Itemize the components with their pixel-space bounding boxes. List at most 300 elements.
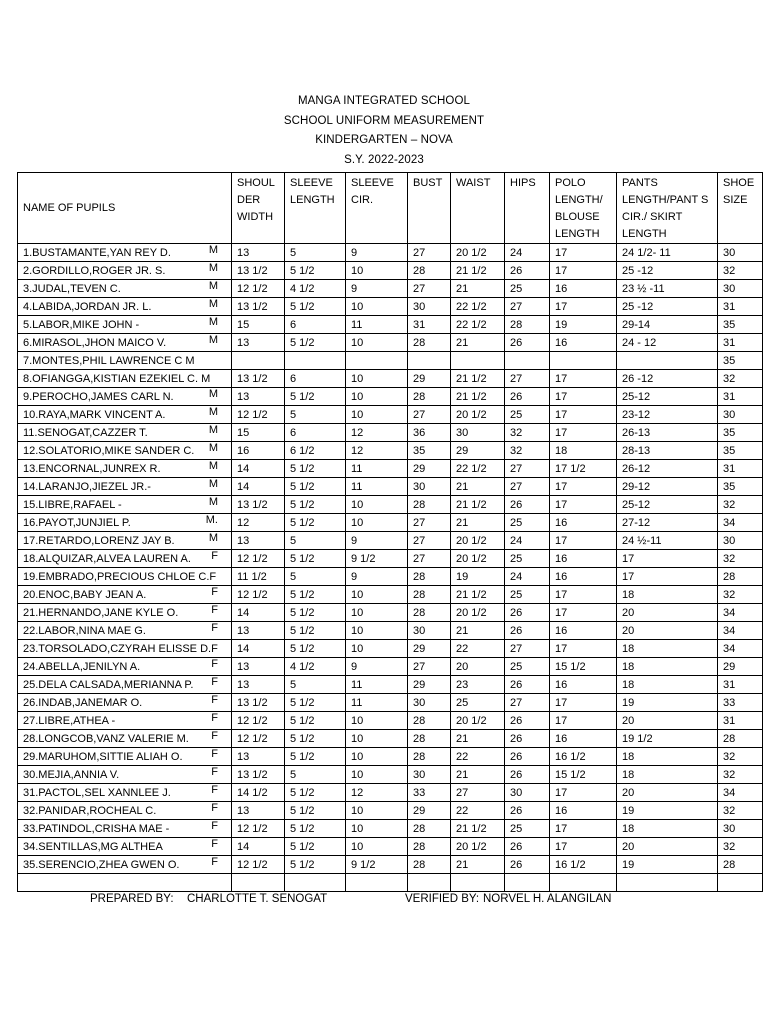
measurement-cell: 12 1/2 — [232, 856, 285, 874]
table-row — [18, 352, 763, 370]
measurement-cell: 24 ½-11 — [617, 532, 718, 550]
measurement-cell: 20 1/2 — [451, 604, 505, 622]
measurement-cell: 10 — [346, 802, 408, 820]
measurement-cell: 27 — [451, 784, 505, 802]
measurement-cell: 27 — [408, 280, 451, 298]
column-header: HIPS — [505, 173, 550, 244]
measurement-cell: 21 — [451, 334, 505, 352]
measurement-cell: 13 — [232, 658, 285, 676]
pupil-name: 21.HERNANDO,JANE KYLE O. — [23, 606, 179, 619]
measurement-cell: 17 — [550, 478, 617, 496]
pupil-name: 2.GORDILLO,ROGER JR. S. — [23, 264, 166, 277]
measurement-cell: 5 — [285, 676, 346, 694]
measurement-cell: 28 — [408, 586, 451, 604]
measurement-cell: 28 — [408, 604, 451, 622]
measurement-cell: 18 — [550, 442, 617, 460]
measurement-cell: 16 1/2 — [550, 856, 617, 874]
measurement-cell: 13 — [232, 802, 285, 820]
table-body — [18, 244, 763, 892]
measurement-cell: 17 — [550, 424, 617, 442]
measurement-cell: 17 — [550, 694, 617, 712]
measurement-cell: 27 — [505, 370, 550, 388]
signature-footer — [90, 893, 710, 953]
measurement-cell: 26 — [505, 676, 550, 694]
measurement-cell: 26 — [505, 604, 550, 622]
pupil-name-cell — [18, 802, 232, 820]
measurement-cell: 35 — [408, 442, 451, 460]
measurement-cell: 14 — [232, 460, 285, 478]
pupil-name-cell — [18, 730, 232, 748]
measurement-cell: 10 — [346, 820, 408, 838]
measurement-cell — [346, 874, 408, 892]
measurement-cell: 24 - 12 — [617, 334, 718, 352]
table-row — [18, 838, 763, 856]
measurement-cell: 13 1/2 — [232, 694, 285, 712]
measurement-cell: 27 — [408, 514, 451, 532]
measurement-cell: 10 — [346, 496, 408, 514]
measurement-cell: 27 — [408, 532, 451, 550]
measurement-cell: 26 -12 — [617, 370, 718, 388]
measurement-cell: 14 1/2 — [232, 784, 285, 802]
pupil-sex: M — [208, 496, 218, 508]
measurement-cell: 26 — [505, 496, 550, 514]
measurement-cell: 29-12 — [617, 478, 718, 496]
pupil-sex: M — [208, 280, 218, 292]
measurement-cell: 32 — [718, 838, 763, 856]
measurement-cell: 20 — [617, 622, 718, 640]
measurement-cell: 25 -12 — [617, 298, 718, 316]
measurement-cell: 19 — [550, 316, 617, 334]
measurement-cell: 20 — [617, 838, 718, 856]
measurement-cell: 28 — [408, 262, 451, 280]
table-row — [18, 424, 763, 442]
table-row — [18, 676, 763, 694]
measurement-cell: 9 — [346, 658, 408, 676]
pupil-sex: M — [208, 424, 218, 436]
measurement-cell: 16 1/2 — [550, 748, 617, 766]
column-header: WAIST — [451, 173, 505, 244]
measurement-cell: 21 1/2 — [451, 388, 505, 406]
pupil-sex: F — [211, 550, 218, 562]
measurement-cell: 28 — [718, 568, 763, 586]
measurement-cell: 15 1/2 — [550, 766, 617, 784]
column-header: NAME OF PUPILS — [18, 173, 232, 244]
measurement-cell: 19 — [617, 856, 718, 874]
measurement-cell: 35 — [718, 352, 763, 370]
measurement-cell: 25 — [505, 406, 550, 424]
pupil-sex: M. — [205, 514, 218, 526]
pupil-sex: M — [208, 316, 218, 328]
table-row — [18, 388, 763, 406]
pupil-name: 25.DELA CALSADA,MERIANNA P. — [23, 678, 194, 691]
measurement-cell: 30 — [718, 406, 763, 424]
measurement-cell: 10 — [346, 298, 408, 316]
measurement-cell: 10 — [346, 748, 408, 766]
pupil-name-cell — [18, 460, 232, 478]
measurement-table — [17, 172, 763, 892]
measurement-cell: 13 — [232, 334, 285, 352]
measurement-cell — [285, 352, 346, 370]
table-row — [18, 280, 763, 298]
measurement-cell: 9 — [346, 244, 408, 262]
pupil-name: 29.MARUHOM,SITTIE ALIAH O. — [23, 750, 183, 763]
measurement-cell: 10 — [346, 766, 408, 784]
measurement-cell: 10 — [346, 730, 408, 748]
pupil-sex: M — [208, 388, 218, 400]
measurement-cell: 12 — [346, 784, 408, 802]
pupil-sex: M — [208, 244, 218, 256]
measurement-cell: 5 1/2 — [285, 820, 346, 838]
measurement-cell: 10 — [346, 406, 408, 424]
measurement-cell: 24 — [505, 244, 550, 262]
measurement-cell: 17 — [550, 586, 617, 604]
measurement-cell: 25 — [451, 694, 505, 712]
measurement-cell: 30 — [718, 820, 763, 838]
measurement-cell: 32 — [505, 424, 550, 442]
pupil-sex: M — [208, 406, 218, 418]
table-row — [18, 766, 763, 784]
measurement-cell: 5 1/2 — [285, 838, 346, 856]
measurement-cell: 26 — [505, 262, 550, 280]
measurement-cell: 17 — [550, 640, 617, 658]
measurement-cell: 30 — [408, 694, 451, 712]
measurement-cell: 26 — [505, 802, 550, 820]
measurement-cell: 28 — [408, 730, 451, 748]
prepared-by-label: PREPARED BY: — [90, 893, 174, 905]
measurement-cell: 17 — [550, 532, 617, 550]
column-header: SHOUL DER WIDTH — [232, 173, 285, 244]
measurement-cell: 27 — [505, 298, 550, 316]
table-row — [18, 874, 763, 892]
measurement-cell: 20 1/2 — [451, 244, 505, 262]
pupil-name-cell — [18, 388, 232, 406]
measurement-cell — [617, 874, 718, 892]
measurement-cell: 34 — [718, 604, 763, 622]
pupil-name: 34.SENTILLAS,MG ALTHEA — [23, 840, 163, 853]
measurement-cell: 32 — [718, 496, 763, 514]
pupil-name-cell — [18, 280, 232, 298]
verified-by-name: NORVEL H. ALANGILAN — [483, 893, 612, 905]
pupil-sex: F — [211, 604, 218, 616]
measurement-cell: 30 — [505, 784, 550, 802]
pupil-sex: M — [208, 262, 218, 274]
measurement-cell: 10 — [346, 586, 408, 604]
measurement-cell: 27 — [408, 658, 451, 676]
measurement-cell: 10 — [346, 334, 408, 352]
measurement-cell: 10 — [346, 838, 408, 856]
pupil-name: 31.PACTOL,SEL XANNLEE J. — [23, 786, 171, 799]
measurement-cell: 25-12 — [617, 496, 718, 514]
measurement-cell: 26 — [505, 856, 550, 874]
measurement-cell: 19 — [617, 694, 718, 712]
measurement-cell: 17 — [550, 388, 617, 406]
measurement-cell: 6 — [285, 316, 346, 334]
measurement-cell: 25-12 — [617, 388, 718, 406]
measurement-cell: 33 — [408, 784, 451, 802]
measurement-cell: 31 — [718, 388, 763, 406]
pupil-name-cell — [18, 694, 232, 712]
measurement-cell: 20 1/2 — [451, 550, 505, 568]
measurement-cell: 9 1/2 — [346, 856, 408, 874]
measurement-cell: 26 — [505, 712, 550, 730]
table-row — [18, 784, 763, 802]
pupil-name: 15.LIBRE,RAFAEL - — [23, 498, 122, 511]
measurement-cell: 29 — [408, 370, 451, 388]
measurement-cell: 27 — [505, 478, 550, 496]
measurement-cell: 31 — [718, 712, 763, 730]
measurement-cell: 10 — [346, 622, 408, 640]
measurement-cell — [550, 874, 617, 892]
measurement-cell: 36 — [408, 424, 451, 442]
measurement-cell: 15 1/2 — [550, 658, 617, 676]
measurement-cell: 5 1/2 — [285, 712, 346, 730]
measurement-cell: 28 — [408, 496, 451, 514]
measurement-cell: 13 1/2 — [232, 766, 285, 784]
measurement-cell: 35 — [718, 442, 763, 460]
measurement-cell: 16 — [550, 514, 617, 532]
pupil-name-cell — [18, 478, 232, 496]
table-row — [18, 460, 763, 478]
measurement-cell: 25 — [505, 514, 550, 532]
table-row — [18, 730, 763, 748]
measurement-cell: 4 1/2 — [285, 658, 346, 676]
measurement-cell: 27 — [505, 694, 550, 712]
pupil-name-cell — [18, 532, 232, 550]
measurement-cell: 5 1/2 — [285, 262, 346, 280]
pupil-name-cell — [18, 262, 232, 280]
table-row — [18, 334, 763, 352]
measurement-cell: 14 — [232, 478, 285, 496]
measurement-cell: 17 — [550, 262, 617, 280]
measurement-cell: 19 — [617, 802, 718, 820]
measurement-cell: 20 1/2 — [451, 838, 505, 856]
measurement-cell: 5 1/2 — [285, 514, 346, 532]
pupil-name-cell — [18, 748, 232, 766]
measurement-cell — [617, 352, 718, 370]
measurement-cell: 27 — [505, 640, 550, 658]
measurement-cell — [285, 874, 346, 892]
measurement-cell: 16 — [550, 676, 617, 694]
pupil-name: 11.SENOGAT,CAZZER T. — [23, 426, 148, 439]
measurement-cell: 14 — [232, 838, 285, 856]
pupil-name: 22.LABOR,NINA MAE G. — [23, 624, 146, 637]
measurement-cell: 22 1/2 — [451, 316, 505, 334]
measurement-cell: 26 — [505, 766, 550, 784]
measurement-cell: 6 — [285, 424, 346, 442]
measurement-cell: 5 1/2 — [285, 586, 346, 604]
pupil-sex: F — [211, 622, 218, 634]
measurement-cell: 9 — [346, 568, 408, 586]
column-header: BUST — [408, 173, 451, 244]
measurement-cell: 28 — [408, 568, 451, 586]
pupil-name: 12.SOLATORIO,MIKE SANDER C. — [23, 444, 195, 457]
verified-by-label: VERIFIED BY: — [405, 893, 480, 905]
measurement-cell: 25 — [505, 280, 550, 298]
measurement-cell: 20 — [617, 604, 718, 622]
measurement-cell — [550, 352, 617, 370]
measurement-cell: 26 — [505, 730, 550, 748]
pupil-name-cell — [18, 586, 232, 604]
measurement-cell: 11 — [346, 676, 408, 694]
measurement-cell: 5 1/2 — [285, 604, 346, 622]
measurement-cell: 24 — [505, 532, 550, 550]
measurement-cell: 16 — [550, 802, 617, 820]
measurement-cell: 27 — [408, 550, 451, 568]
pupil-name: 19.EMBRADO,PRECIOUS CHLOE C.F — [23, 570, 217, 583]
measurement-cell: 10 — [346, 388, 408, 406]
school-year: S.Y. 2022-2023 — [344, 153, 424, 166]
measurement-cell: 5 1/2 — [285, 694, 346, 712]
measurement-cell: 5 1/2 — [285, 460, 346, 478]
measurement-cell: 25 — [505, 820, 550, 838]
measurement-cell: 17 — [617, 550, 718, 568]
measurement-cell: 26 — [505, 838, 550, 856]
table-row — [18, 856, 763, 874]
measurement-cell: 5 1/2 — [285, 730, 346, 748]
pupil-name: 27.LIBRE,ATHEA - — [23, 714, 116, 727]
measurement-cell: 5 1/2 — [285, 622, 346, 640]
measurement-cell: 32 — [718, 370, 763, 388]
measurement-cell: 20 — [617, 712, 718, 730]
measurement-cell — [232, 352, 285, 370]
pupil-name: 8.OFIANGGA,KISTIAN EZEKIEL C. M — [23, 372, 211, 385]
measurement-cell: 5 1/2 — [285, 496, 346, 514]
measurement-cell: 17 — [550, 838, 617, 856]
measurement-cell: 30 — [408, 766, 451, 784]
measurement-cell: 21 1/2 — [451, 586, 505, 604]
pupil-name: 6.MIRASOL,JHON MAICO V. — [23, 336, 167, 349]
measurement-cell: 5 — [285, 532, 346, 550]
measurement-cell: 15 — [232, 424, 285, 442]
pupil-sex: F — [211, 676, 218, 688]
measurement-cell: 13 1/2 — [232, 262, 285, 280]
table-row — [18, 622, 763, 640]
measurement-cell: 13 — [232, 622, 285, 640]
measurement-cell: 12 — [346, 442, 408, 460]
measurement-cell: 6 1/2 — [285, 442, 346, 460]
table-row — [18, 532, 763, 550]
table-row — [18, 640, 763, 658]
measurement-cell: 27-12 — [617, 514, 718, 532]
measurement-cell: 12 1/2 — [232, 280, 285, 298]
measurement-cell: 16 — [232, 442, 285, 460]
measurement-cell: 16 — [550, 334, 617, 352]
measurement-cell: 22 — [451, 640, 505, 658]
pupil-name-cell — [18, 784, 232, 802]
pupil-sex: F — [211, 748, 218, 760]
table-row — [18, 262, 763, 280]
measurement-cell: 16 — [550, 550, 617, 568]
measurement-cell — [505, 874, 550, 892]
pupil-name-cell — [18, 874, 232, 892]
measurement-cell: 31 — [718, 676, 763, 694]
measurement-cell: 21 — [451, 478, 505, 496]
pupil-name: 13.ENCORNAL,JUNREX R. — [23, 462, 161, 475]
pupil-name: 23.TORSOLADO,CZYRAH ELISSE D.F — [23, 642, 218, 655]
pupil-name: 24.ABELLA,JENILYN A. — [23, 660, 141, 673]
measurement-cell: 35 — [718, 478, 763, 496]
measurement-cell: 13 1/2 — [232, 370, 285, 388]
measurement-cell: 35 — [718, 424, 763, 442]
pupil-name: 20.ENOC,BABY JEAN A. — [23, 588, 147, 601]
measurement-cell: 5 — [285, 244, 346, 262]
column-header: SHOE SIZE — [718, 173, 763, 244]
measurement-cell: 5 — [285, 766, 346, 784]
measurement-cell: 21 — [451, 730, 505, 748]
measurement-cell: 28 — [718, 856, 763, 874]
measurement-cell: 28 — [408, 334, 451, 352]
pupil-name-cell — [18, 424, 232, 442]
measurement-cell: 29 — [408, 676, 451, 694]
measurement-cell — [451, 352, 505, 370]
measurement-cell: 26 — [505, 748, 550, 766]
pupil-name-cell — [18, 298, 232, 316]
table-row — [18, 244, 763, 262]
table-row — [18, 748, 763, 766]
measurement-cell: 5 — [285, 568, 346, 586]
measurement-cell: 17 — [550, 712, 617, 730]
measurement-cell: 16 — [550, 730, 617, 748]
measurement-cell: 5 1/2 — [285, 388, 346, 406]
measurement-cell: 17 — [550, 784, 617, 802]
measurement-cell: 21 — [451, 766, 505, 784]
pupil-name-cell — [18, 352, 232, 370]
pupil-sex: F — [211, 730, 218, 742]
measurement-cell: 29 — [718, 658, 763, 676]
measurement-cell: 19 — [451, 568, 505, 586]
measurement-cell: 27 — [408, 244, 451, 262]
measurement-cell: 20 1/2 — [451, 406, 505, 424]
measurement-cell: 32 — [718, 766, 763, 784]
measurement-cell: 26 — [505, 622, 550, 640]
measurement-cell: 32 — [505, 442, 550, 460]
column-header: SLEEVE LENGTH — [285, 173, 346, 244]
measurement-cell: 34 — [718, 514, 763, 532]
measurement-cell: 28 — [408, 838, 451, 856]
pupil-name-cell — [18, 370, 232, 388]
measurement-cell: 26-13 — [617, 424, 718, 442]
table-row — [18, 604, 763, 622]
pupil-sex: M — [208, 298, 218, 310]
column-header: PANTS LENGTH/PANT S CIR./ SKIRT LENGTH — [617, 173, 718, 244]
measurement-cell: 17 — [550, 370, 617, 388]
pupil-sex: F — [211, 694, 218, 706]
measurement-cell: 11 — [346, 694, 408, 712]
measurement-cell: 14 — [232, 604, 285, 622]
measurement-cell: 17 — [550, 820, 617, 838]
pupil-name: 3.JUDAL,TEVEN C. — [23, 282, 121, 295]
school-name: MANGA INTEGRATED SCHOOL — [297, 95, 471, 107]
measurement-cell: 30 — [718, 280, 763, 298]
table-row — [18, 514, 763, 532]
measurement-cell: 34 — [718, 640, 763, 658]
measurement-cell: 22 — [451, 802, 505, 820]
pupil-sex: F — [211, 766, 218, 778]
measurement-cell — [451, 874, 505, 892]
measurement-cell: 5 1/2 — [285, 640, 346, 658]
measurement-cell: 28 — [408, 748, 451, 766]
pupil-sex: F — [211, 712, 218, 724]
pupil-name-cell — [18, 820, 232, 838]
measurement-cell: 35 — [718, 316, 763, 334]
measurement-cell: 20 — [617, 784, 718, 802]
measurement-cell: 5 1/2 — [285, 748, 346, 766]
measurement-cell: 12 1/2 — [232, 550, 285, 568]
measurement-cell: 21 1/2 — [451, 820, 505, 838]
measurement-cell: 29 — [408, 460, 451, 478]
measurement-cell: 31 — [408, 316, 451, 334]
table-row — [18, 316, 763, 334]
